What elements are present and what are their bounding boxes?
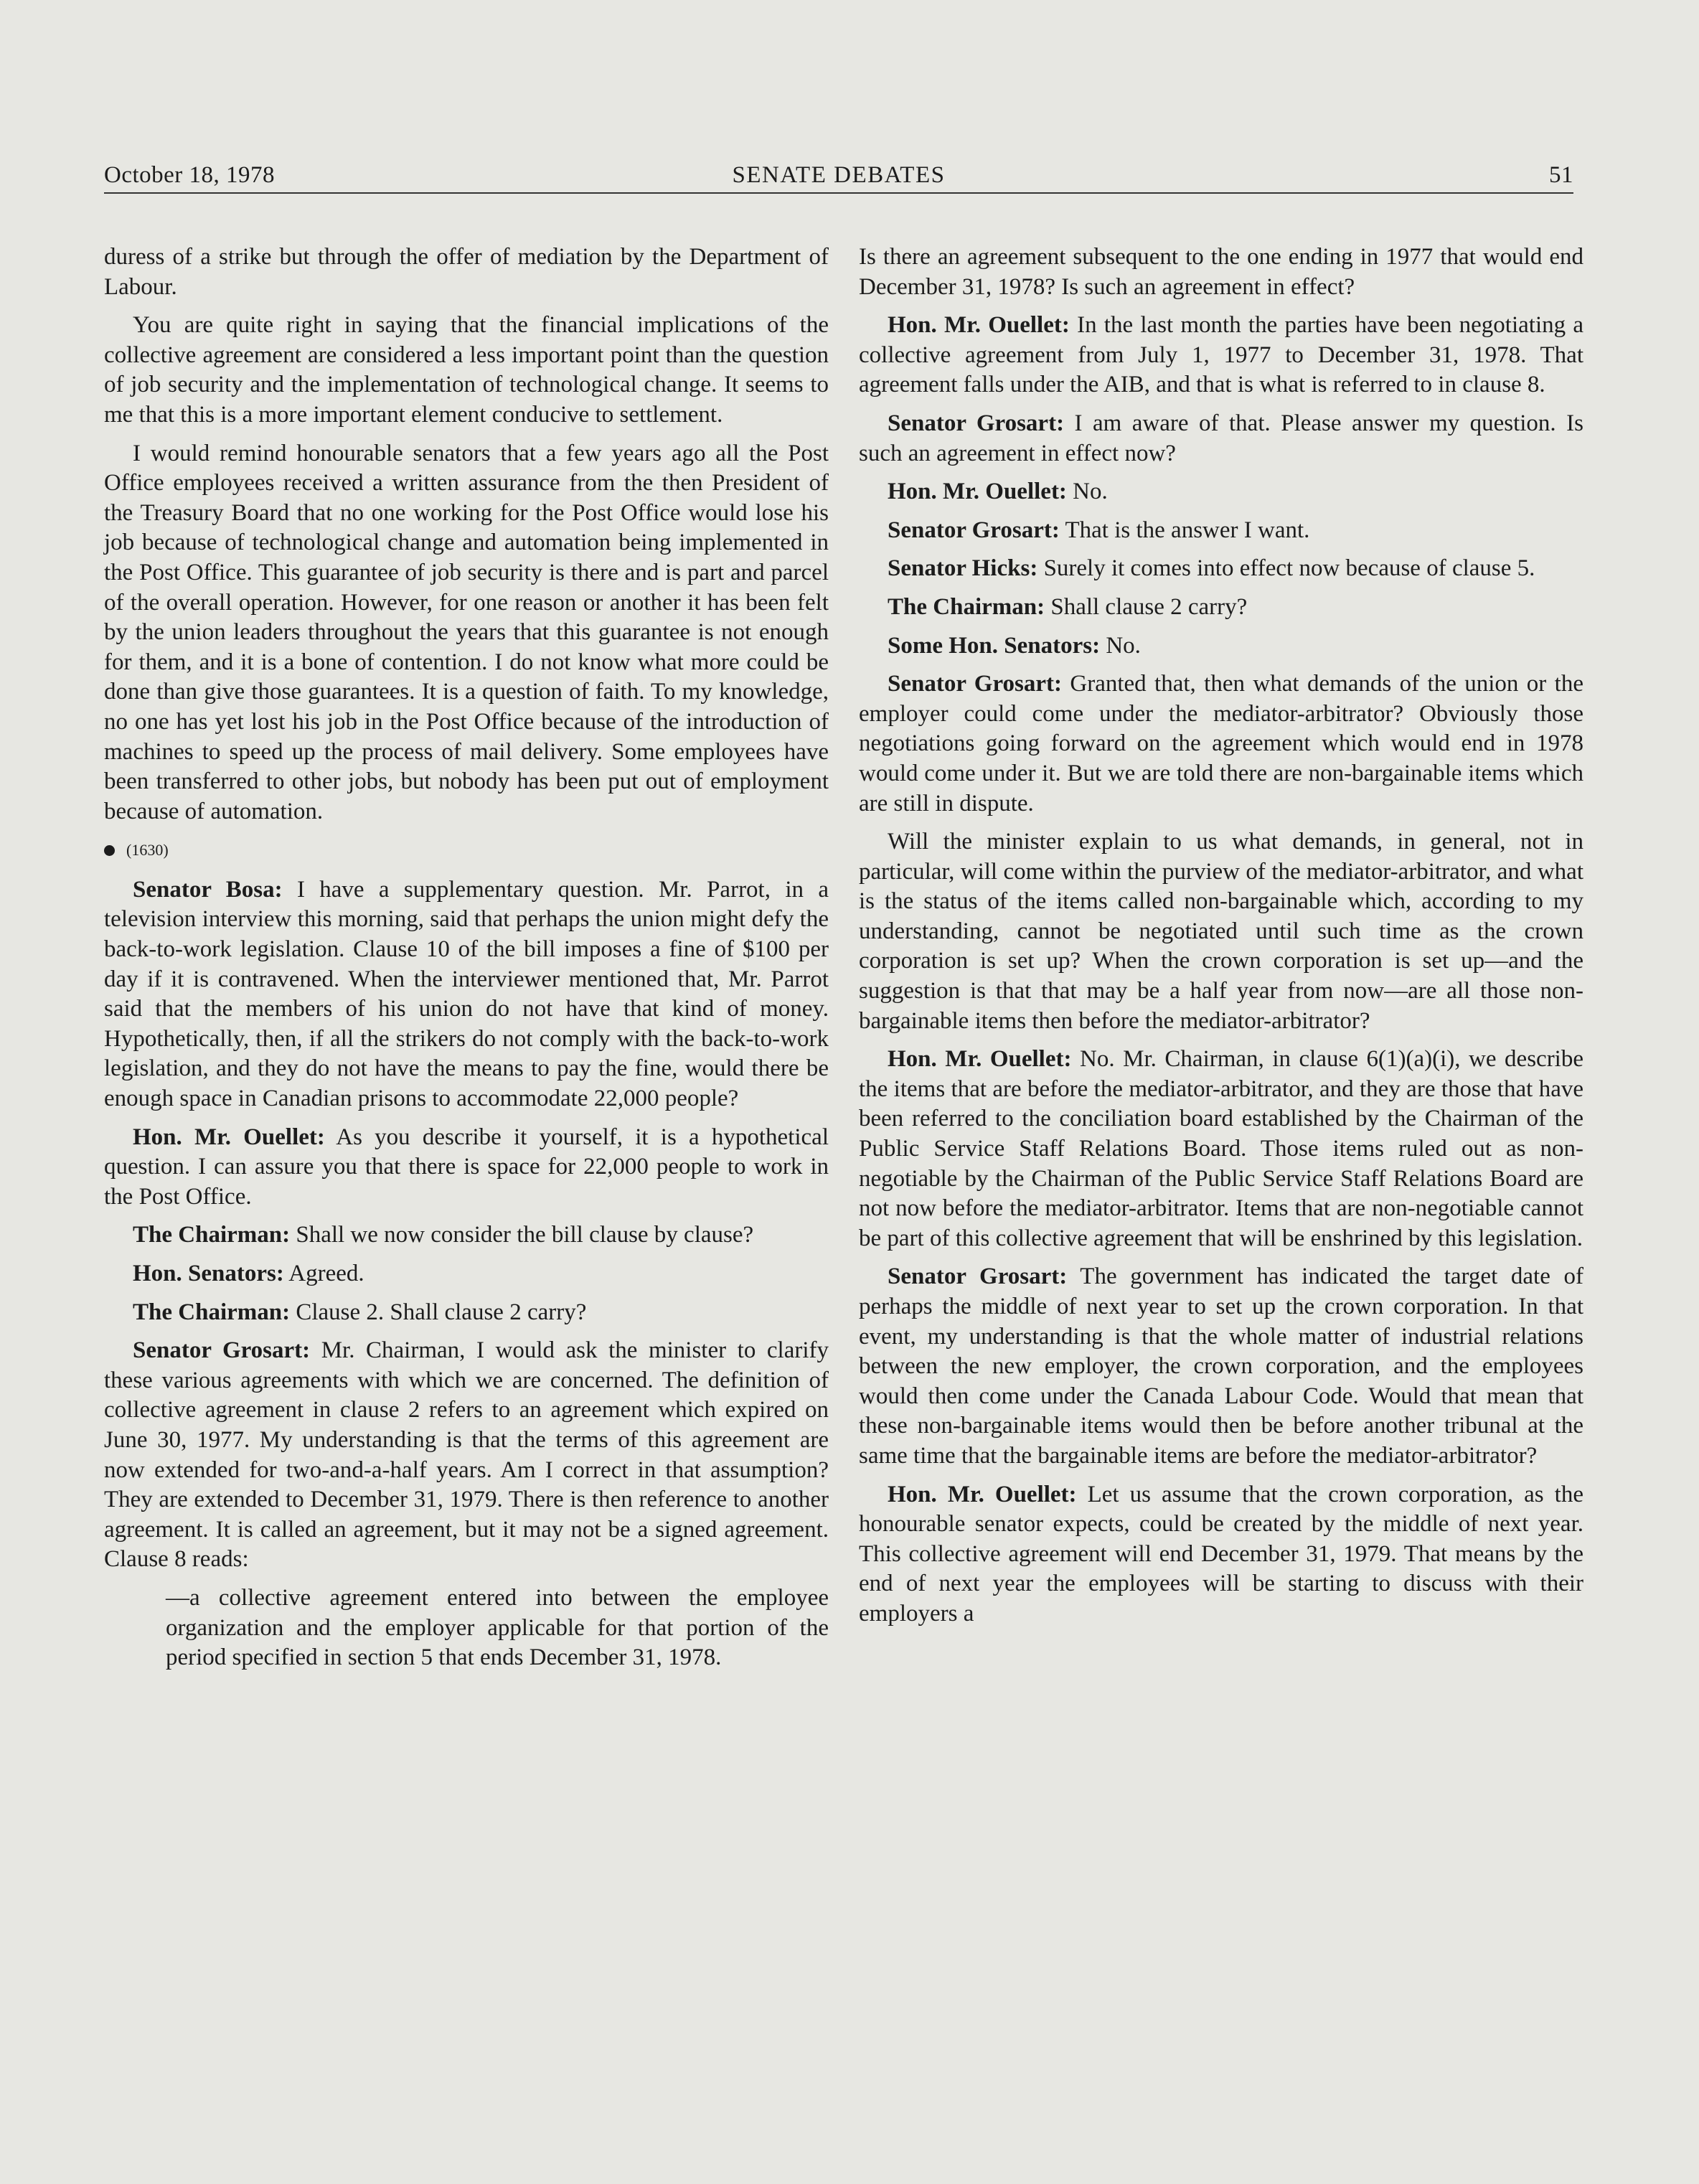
speaker-name: The Chairman: xyxy=(888,593,1045,620)
speech xyxy=(104,875,829,1114)
speech xyxy=(859,631,1583,662)
speaker-name: The Chairman: xyxy=(133,1299,291,1325)
speech-text: No. xyxy=(1066,479,1108,505)
speech-text: Granted that, then what demands of the union or the employer could come under the mediator-arbitrator? Obviously those negotiations going forward on the agreement which would end in 1978 would come under it. But we are told there are non-bargainable items which are still in dispute. xyxy=(859,671,1583,816)
speaker-name: Hon. Mr. Ouellet: xyxy=(133,1124,325,1150)
speaker-name: Hon. Mr. Ouellet: xyxy=(888,1481,1077,1507)
speaker-name: Some Hon. Senators: xyxy=(888,632,1101,659)
speaker-name: Senator Grosart: xyxy=(888,410,1065,436)
speech xyxy=(859,311,1583,400)
speech xyxy=(859,1480,1583,1629)
speaker-name: Hon. Mr. Ouellet: xyxy=(888,312,1070,339)
bullet-icon xyxy=(104,845,115,856)
speech-text: I am aware of that. Please answer my question. Is such an agreement in effect now? xyxy=(859,410,1583,466)
speech-text: Shall clause 2 carry? xyxy=(1045,593,1248,620)
speech xyxy=(104,1220,829,1251)
time-marker-label: (1630) xyxy=(126,841,169,860)
page-number: 51 xyxy=(1549,162,1573,188)
speaker-name: Senator Grosart: xyxy=(133,1337,311,1364)
left-column xyxy=(104,243,829,1682)
speaker-name: Hon. Mr. Ouellet: xyxy=(888,1046,1072,1073)
speaker-name: Senator Grosart: xyxy=(888,1263,1068,1290)
speech-text: No. Mr. Chairman, in clause 6(1)(a)(i), we describe the items that are before the mediator-arbitrator, and they are those that have been referred to the conciliation board established by the Chairman of the Public Service Staff Relations Board. Those items ruled out as non-negotiable by the Chairman of the Public Service Staff Relations Board are not now before the mediator-arbitrator. Items that are non-negotiable cannot be part of this collective agreement that will be enshrined by this legislation. xyxy=(859,1046,1583,1251)
header-title: SENATE DEBATES xyxy=(732,162,946,188)
speaker-name: Hon. Senators: xyxy=(133,1261,284,1286)
speech-text: No. xyxy=(1100,632,1141,659)
speech-text: That is the answer I want. xyxy=(1059,517,1310,543)
speech xyxy=(104,1336,829,1575)
paragraph: You are quite right in saying that the financial implications of the collective agreement are considered a less important point than the question of job security and the implementation of technological change. It seems to me that this is a more important element conducive to settlement. xyxy=(104,312,829,428)
right-column xyxy=(859,243,1583,1638)
speech-text: Mr. Chairman, I would ask the minister to clarify these various agreements with which we are concerned. The definition of collective agreement in clause 2 refers to an agreement which expired on June 30, 1977. My understanding is that the terms of this agreement are now extended for two-and-a-half years. Am I correct in that assumption? They are extended to December 31, 1979. There is then reference to another agreement. It is called an agreement, but it may not be a signed agreement. Clause 8 reads: xyxy=(104,1337,829,1573)
speech-text: Shall we now consider the bill clause by clause? xyxy=(290,1222,754,1248)
speech xyxy=(859,554,1583,584)
speech-text: As you describe it yourself, it is a hypothetical question. I can assure you that there is space for 22,000 people to work in the Post Office. xyxy=(104,1124,829,1210)
speech xyxy=(104,1259,829,1289)
speech xyxy=(859,669,1583,819)
speaker-name: Hon. Mr. Ouellet: xyxy=(888,479,1067,505)
speaker-name: Senator Hicks: xyxy=(888,555,1038,582)
speech xyxy=(859,1045,1583,1253)
speech xyxy=(104,1123,829,1213)
speech-text: Let us assume that the crown corporation, as the honourable senator expects, could be created by the middle of next year. This collective agreement will end December 31, 1979. That means by the end of next year the employees will be starting to discuss with their employers a xyxy=(859,1481,1583,1627)
speech xyxy=(859,477,1583,507)
speaker-name: The Chairman: xyxy=(133,1222,291,1248)
continuation-text: duress of a strike but through the offer of mediation by the Department of Labour. xyxy=(104,244,829,300)
speaker-name: Senator Grosart: xyxy=(888,671,1062,697)
speech xyxy=(859,1262,1583,1471)
block-quote: —a collective agreement entered into between the employee organization and the employer applicable for that portion of the period specified in section 5 that ends December 31, 1978. xyxy=(166,1584,829,1671)
speech xyxy=(104,1298,829,1328)
speech xyxy=(859,516,1583,546)
speaker-name: Senator Grosart: xyxy=(888,517,1060,543)
paragraph: Will the minister explain to us what demands, in general, not in particular, will come within the purview of the mediator-arbitrator, and what is the status of the items called non-bargainable which, according to my understanding, cannot be negotiated until such time as the crown corporation is set up? When the crown corporation is set up—and the suggestion is that that may be a half year from now—are all those non-bargainable items then before the mediator-arbitrator? xyxy=(859,829,1583,1034)
running-header xyxy=(104,159,1573,194)
time-marker xyxy=(104,835,829,865)
speech-text: The government has indicated the target date of perhaps the middle of next year to set up the crown corporation. In that event, my understanding is that the whole matter of industrial relations between the new employer, the crown corporation, and the employees would then come under the Canada Labour Code. Would that mean that these non-bargainable items would then be before another tribunal at the same time that the bargainable items are before the mediator-arbitrator? xyxy=(859,1263,1583,1469)
speech-text: Clause 2. Shall clause 2 carry? xyxy=(290,1299,587,1325)
speaker-name: Senator Bosa: xyxy=(133,876,283,903)
speech-text: In the last month the parties have been negotiating a collective agreement from July 1, 1977 to December 31, 1978. That agreement falls under the AIB, and that is what is referred to in clause 8. xyxy=(859,312,1583,398)
continuation-text: Is there an agreement subsequent to the one ending in 1977 that would end December 31, 1978? Is such an agreement in effect? xyxy=(859,244,1583,300)
header-date: October 18, 1978 xyxy=(104,162,276,188)
speech-text: Surely it comes into effect now because of clause 5. xyxy=(1037,555,1535,582)
speech xyxy=(859,593,1583,623)
speech xyxy=(859,409,1583,469)
paragraph: I would remind honourable senators that a few years ago all the Post Office employees received a written assurance from the then President of the Treasury Board that no one working for the Post Office would lose his job because of technological change and automation being implemented in the Post Office. This guarantee of job security is there and is part and parcel of the overall operation. However, for one reason or another it has been felt by the union leaders throughout the years that this guarantee is not enough for them, and it is a bone of contention. I do not know what more could be done than give those guarantees. It is a question of faith. To my knowledge, no one has yet lost his job in the Post Office because of the introduction of machines to speed up the process of mail delivery. Some employees have been transferred to other jobs, but nobody has been put out of employment because of automation. xyxy=(104,440,829,824)
speech-text: I have a supplementary question. Mr. Parrot, in a television interview this morning, said that perhaps the union might defy the back-to-work legislation. Clause 10 of the bill imposes a fine of $100 per day if it is contravened. When the interviewer mentioned that, Mr. Parrot said that the members of his union do not have that kind of money. Hypothetically, then, if all the strikers do not comply with the back-to-work legislation, and they do not have the means to pay the fine, would there be enough space in Canadian prisons to accommodate 22,000 people? xyxy=(104,876,829,1112)
speech-text: Agreed. xyxy=(283,1261,364,1286)
